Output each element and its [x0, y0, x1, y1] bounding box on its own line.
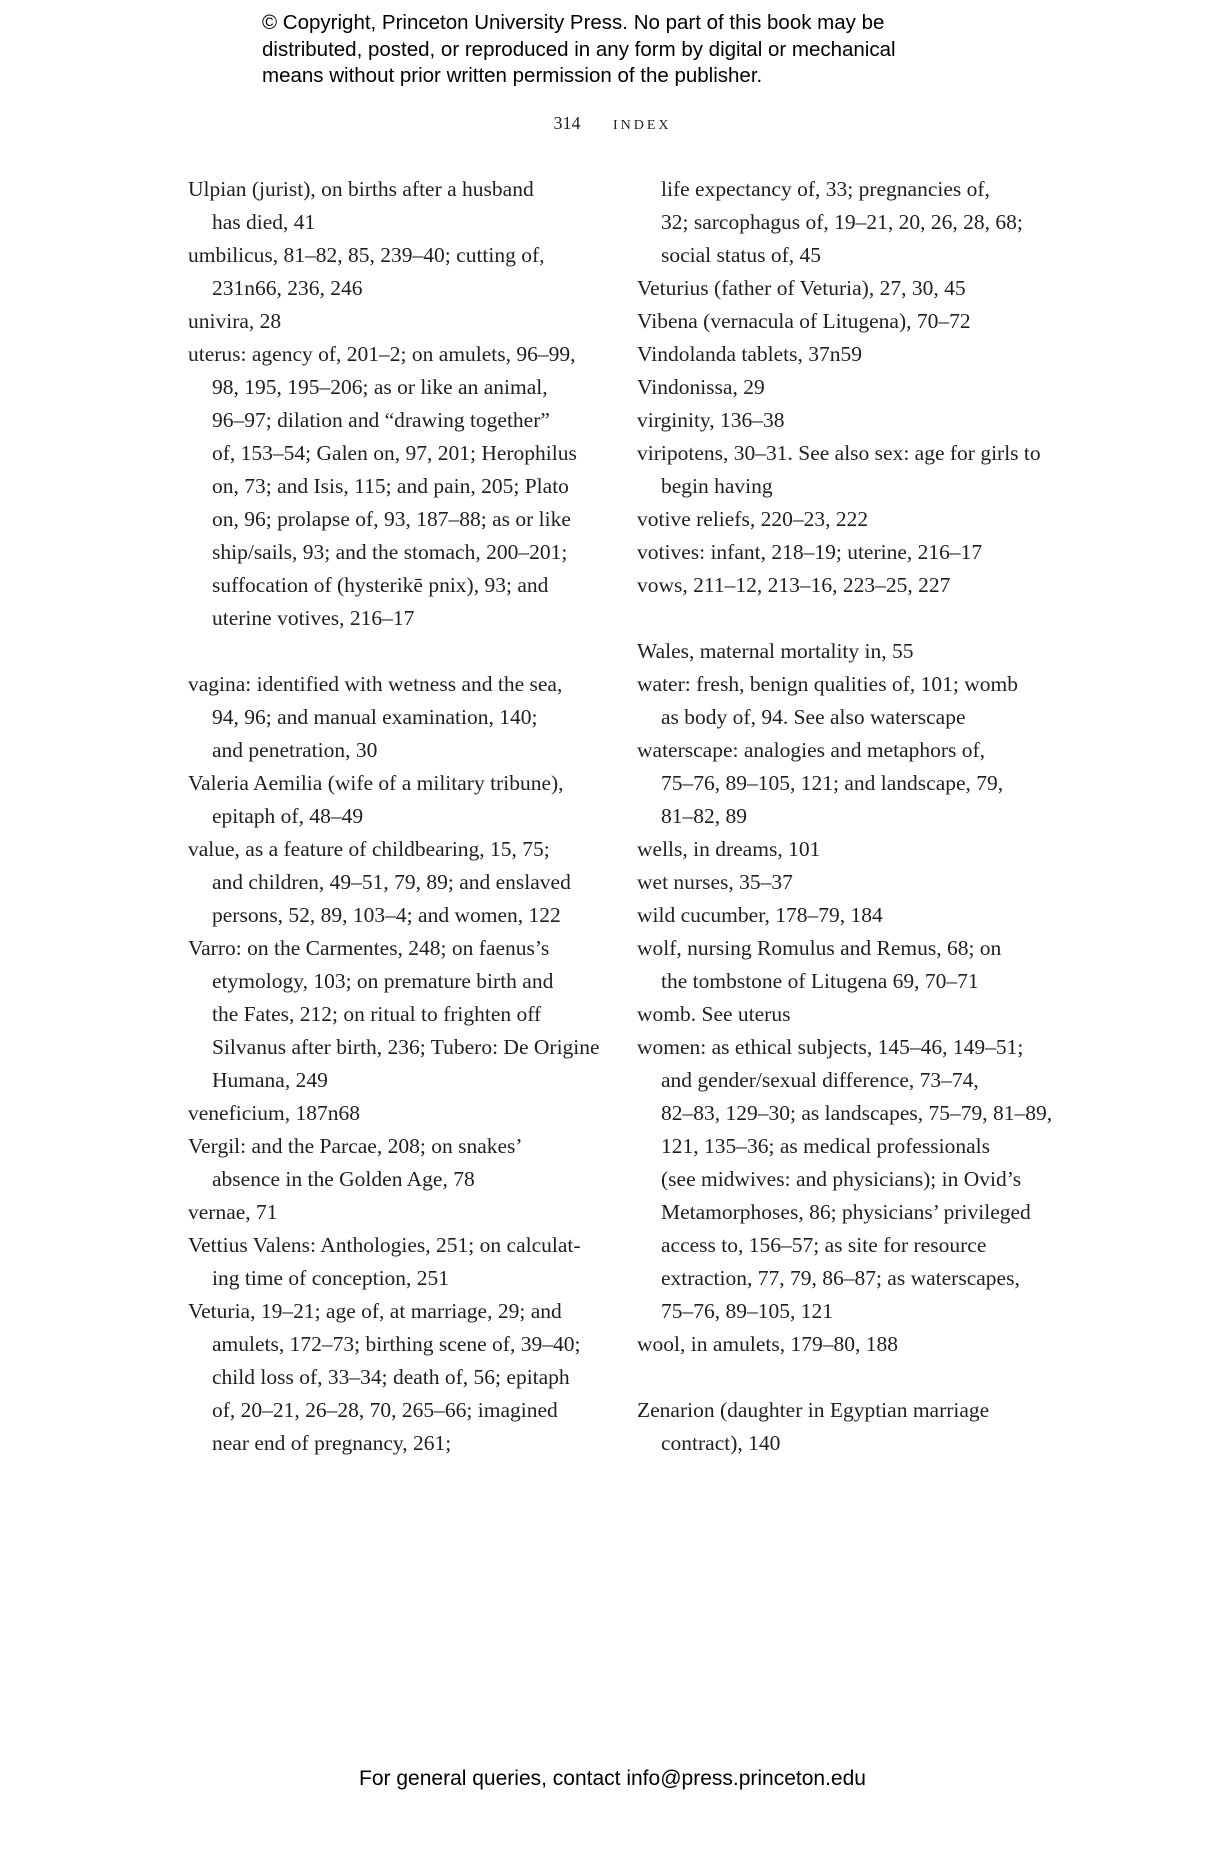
index-entry: [188, 1229, 608, 1295]
index-entry-line: wells, in dreams, 101: [637, 837, 821, 861]
index-entry-line: wet nurses, 35–37: [637, 870, 793, 894]
index-entry: [637, 272, 1057, 305]
index-entry: [188, 338, 608, 635]
index-entry: [637, 437, 1057, 503]
copyright-line: means without prior written permission of the publisher.: [262, 64, 763, 87]
index-entry-continuation: epitaph of, 48–49: [212, 804, 364, 828]
index-entry-continuation: 32; sarcophagus of, 19–21, 20, 26, 28, 68;: [661, 210, 1023, 234]
index-entry-continuation: Humana, 249: [212, 1068, 328, 1092]
index-entry: [637, 305, 1057, 338]
index-entry-continuation: (see midwives: and physicians); in Ovid’s: [661, 1167, 1022, 1191]
index-entry-continuation: and penetration, 30: [212, 738, 378, 762]
index-entry-continuation: social status of, 45: [661, 243, 822, 267]
index-entry-continuation: 98, 195, 195–206; as or like an animal,: [212, 375, 548, 399]
index-entry-line: wool, in amulets, 179–80, 188: [637, 1332, 898, 1356]
index-entry-line: viripotens, 30–31. See also sex: age for girls to: [637, 441, 1041, 465]
index-entry: [637, 173, 1057, 272]
copyright-line: © Copyright, Princeton University Press. No part of this book may be: [262, 11, 885, 34]
index-entry-line: Ulpian (jurist), on births after a husband: [188, 177, 534, 201]
index-entry-line: vows, 211–12, 213–16, 223–25, 227: [637, 573, 951, 597]
index-entry: [637, 899, 1057, 932]
index-entry-line: womb. See uterus: [637, 1002, 791, 1026]
index-entry-continuation: 75–76, 89–105, 121: [661, 1299, 833, 1323]
index-entry-continuation: child loss of, 33–34; death of, 56; epitaph: [212, 1365, 570, 1389]
index-entry: [188, 173, 608, 239]
page-number: 314: [553, 113, 581, 133]
index-entry-continuation: life expectancy of, 33; pregnancies of,: [661, 177, 990, 201]
index-entry-line: waterscape: analogies and metaphors of,: [637, 738, 986, 762]
index-entry: [637, 998, 1057, 1031]
index-entry-line: Varro: on the Carmentes, 248; on faenus’s: [188, 936, 550, 960]
index-entry-line: uterus: agency of, 201–2; on amulets, 96–99,: [188, 342, 576, 366]
index-entry: [188, 1196, 608, 1229]
index-entry-line: Vibena (vernacula of Litugena), 70–72: [637, 309, 971, 333]
index-entry: [188, 833, 608, 932]
index-entry-line: veneficium, 187n68: [188, 1101, 360, 1125]
index-entry-line: Vergil: and the Parcae, 208; on snakes’: [188, 1134, 523, 1158]
index-entry: [188, 239, 608, 305]
index-entry: [188, 668, 608, 767]
index-entry: [188, 1097, 608, 1130]
index-entry: [637, 734, 1057, 833]
index-entry: [637, 635, 1057, 668]
running-head: [0, 112, 1225, 135]
index-entry-line: Zenarion (daughter in Egyptian marriage: [637, 1398, 990, 1422]
index-entry-continuation: ing time of conception, 251: [212, 1266, 450, 1290]
index-entry: [637, 668, 1057, 734]
index-entry-continuation: Metamorphoses, 86; physicians’ privileged: [661, 1200, 1031, 1224]
index-entry-continuation: uterine votives, 216–17: [212, 606, 415, 630]
index-entry-continuation: 94, 96; and manual examination, 140;: [212, 705, 538, 729]
index-entry-continuation: 81–82, 89: [661, 804, 747, 828]
copyright-line: distributed, posted, or reproduced in any form by digital or mechanical: [262, 37, 896, 61]
index-entry-line: Vettius Valens: Anthologies, 251; on calculat-: [188, 1233, 581, 1257]
index-entry-continuation: etymology, 103; on premature birth and: [212, 969, 554, 993]
index-entry-continuation: near end of pregnancy, 261;: [212, 1431, 452, 1455]
index-entry: [637, 1394, 1057, 1460]
index-entry-line: virginity, 136–38: [637, 408, 785, 432]
index-entry-line: univira, 28: [188, 309, 282, 333]
index-entry: [188, 305, 608, 338]
index-entry-line: Wales, maternal mortality in, 55: [637, 639, 914, 663]
index-entry-continuation: has died, 41: [212, 210, 316, 234]
index-entry-continuation: amulets, 172–73; birthing scene of, 39–40;: [212, 1332, 581, 1356]
index-entry-line: wolf, nursing Romulus and Remus, 68; on: [637, 936, 1002, 960]
index-entry-line: value, as a feature of childbearing, 15, 75;: [188, 837, 550, 861]
index-entry-continuation: on, 96; prolapse of, 93, 187–88; as or like: [212, 507, 571, 531]
index-entry: [637, 1031, 1057, 1328]
index-entry-continuation: 121, 135–36; as medical professionals: [661, 1134, 991, 1158]
index-entry-line: wild cucumber, 178–79, 184: [637, 903, 883, 927]
index-entry: [188, 932, 608, 1097]
index-entry-line: water: fresh, benign qualities of, 101; womb: [637, 672, 1018, 696]
index-entry: [188, 767, 608, 833]
index-entry-continuation: begin having: [661, 474, 773, 498]
index-entry-continuation: ship/sails, 93; and the stomach, 200–201;: [212, 540, 568, 564]
index-entry-continuation: 82–83, 129–30; as landscapes, 75–79, 81–89,: [661, 1101, 1053, 1125]
index-entry: [188, 1295, 608, 1460]
index-entry-line: Vindolanda tablets, 37n59: [637, 342, 863, 366]
index-entry-line: Veturius (father of Veturia), 27, 30, 45: [637, 276, 966, 300]
index-entry-line: umbilicus, 81–82, 85, 239–40; cutting of,: [188, 243, 545, 267]
index-entry-line: women: as ethical subjects, 145–46, 149–51;: [637, 1035, 1024, 1059]
letter-group-gap: [637, 602, 1057, 635]
index-column-right: [637, 173, 1057, 1460]
index-entry-continuation: absence in the Golden Age, 78: [212, 1167, 475, 1191]
index-entry: [637, 371, 1057, 404]
letter-group-gap: [188, 635, 608, 668]
index-entry-continuation: persons, 52, 89, 103–4; and women, 122: [212, 903, 561, 927]
index-entry: [637, 833, 1057, 866]
index-entry-line: Veturia, 19–21; age of, at marriage, 29; and: [188, 1299, 562, 1323]
section-title: index: [612, 112, 672, 134]
index-entry-line: vagina: identified with wetness and the sea,: [188, 672, 563, 696]
index-entry-continuation: 75–76, 89–105, 121; and landscape, 79,: [661, 771, 1004, 795]
index-entry-continuation: of, 153–54; Galen on, 97, 201; Herophilus: [212, 441, 577, 465]
index-entry: [637, 536, 1057, 569]
index-entry-continuation: contract), 140: [661, 1431, 781, 1455]
index-entry-continuation: 96–97; dilation and “drawing together”: [212, 408, 550, 432]
copyright-notice: [262, 10, 982, 90]
index-entry-line: votives: infant, 218–19; uterine, 216–17: [637, 540, 983, 564]
index-entry-continuation: the tombstone of Litugena 69, 70–71: [661, 969, 979, 993]
index-entry-continuation: the Fates, 212; on ritual to frighten off: [212, 1002, 542, 1026]
index-entry: [637, 404, 1057, 437]
index-entry-continuation: and gender/sexual difference, 73–74,: [661, 1068, 979, 1092]
index-entry-continuation: on, 73; and Isis, 115; and pain, 205; Plato: [212, 474, 569, 498]
index-entry: [188, 1130, 608, 1196]
index-entry: [637, 503, 1057, 536]
index-entry-continuation: extraction, 77, 79, 86–87; as waterscapes,: [661, 1266, 1020, 1290]
index-entry-line: Vindonissa, 29: [637, 375, 765, 399]
index-entry: [637, 569, 1057, 602]
index-entry: [637, 932, 1057, 998]
index-column-left: [188, 173, 608, 1460]
index-entry: [637, 866, 1057, 899]
index-entry: [637, 338, 1057, 371]
index-entry-continuation: suffocation of (hysterikē pnix), 93; and: [212, 573, 549, 597]
index-entry-continuation: Silvanus after birth, 236; Tubero: De Origine: [212, 1035, 600, 1059]
index-entry-continuation: 231n66, 236, 246: [212, 276, 363, 300]
index-entry: [637, 1328, 1057, 1361]
letter-group-gap: [637, 1361, 1057, 1394]
contact-footer: For general queries, contact info@press.princeton.edu: [359, 1767, 866, 1790]
index-entry-line: Valeria Aemilia (wife of a military tribune),: [188, 771, 564, 795]
index-entry-line: votive reliefs, 220–23, 222: [637, 507, 869, 531]
index-entry-continuation: of, 20–21, 26–28, 70, 265–66; imagined: [212, 1398, 558, 1422]
index-entry-line: vernae, 71: [188, 1200, 278, 1224]
index-entry-continuation: as body of, 94. See also waterscape: [661, 705, 966, 729]
index-entry-continuation: access to, 156–57; as site for resource: [661, 1233, 987, 1257]
index-entry-continuation: and children, 49–51, 79, 89; and enslaved: [212, 870, 571, 894]
